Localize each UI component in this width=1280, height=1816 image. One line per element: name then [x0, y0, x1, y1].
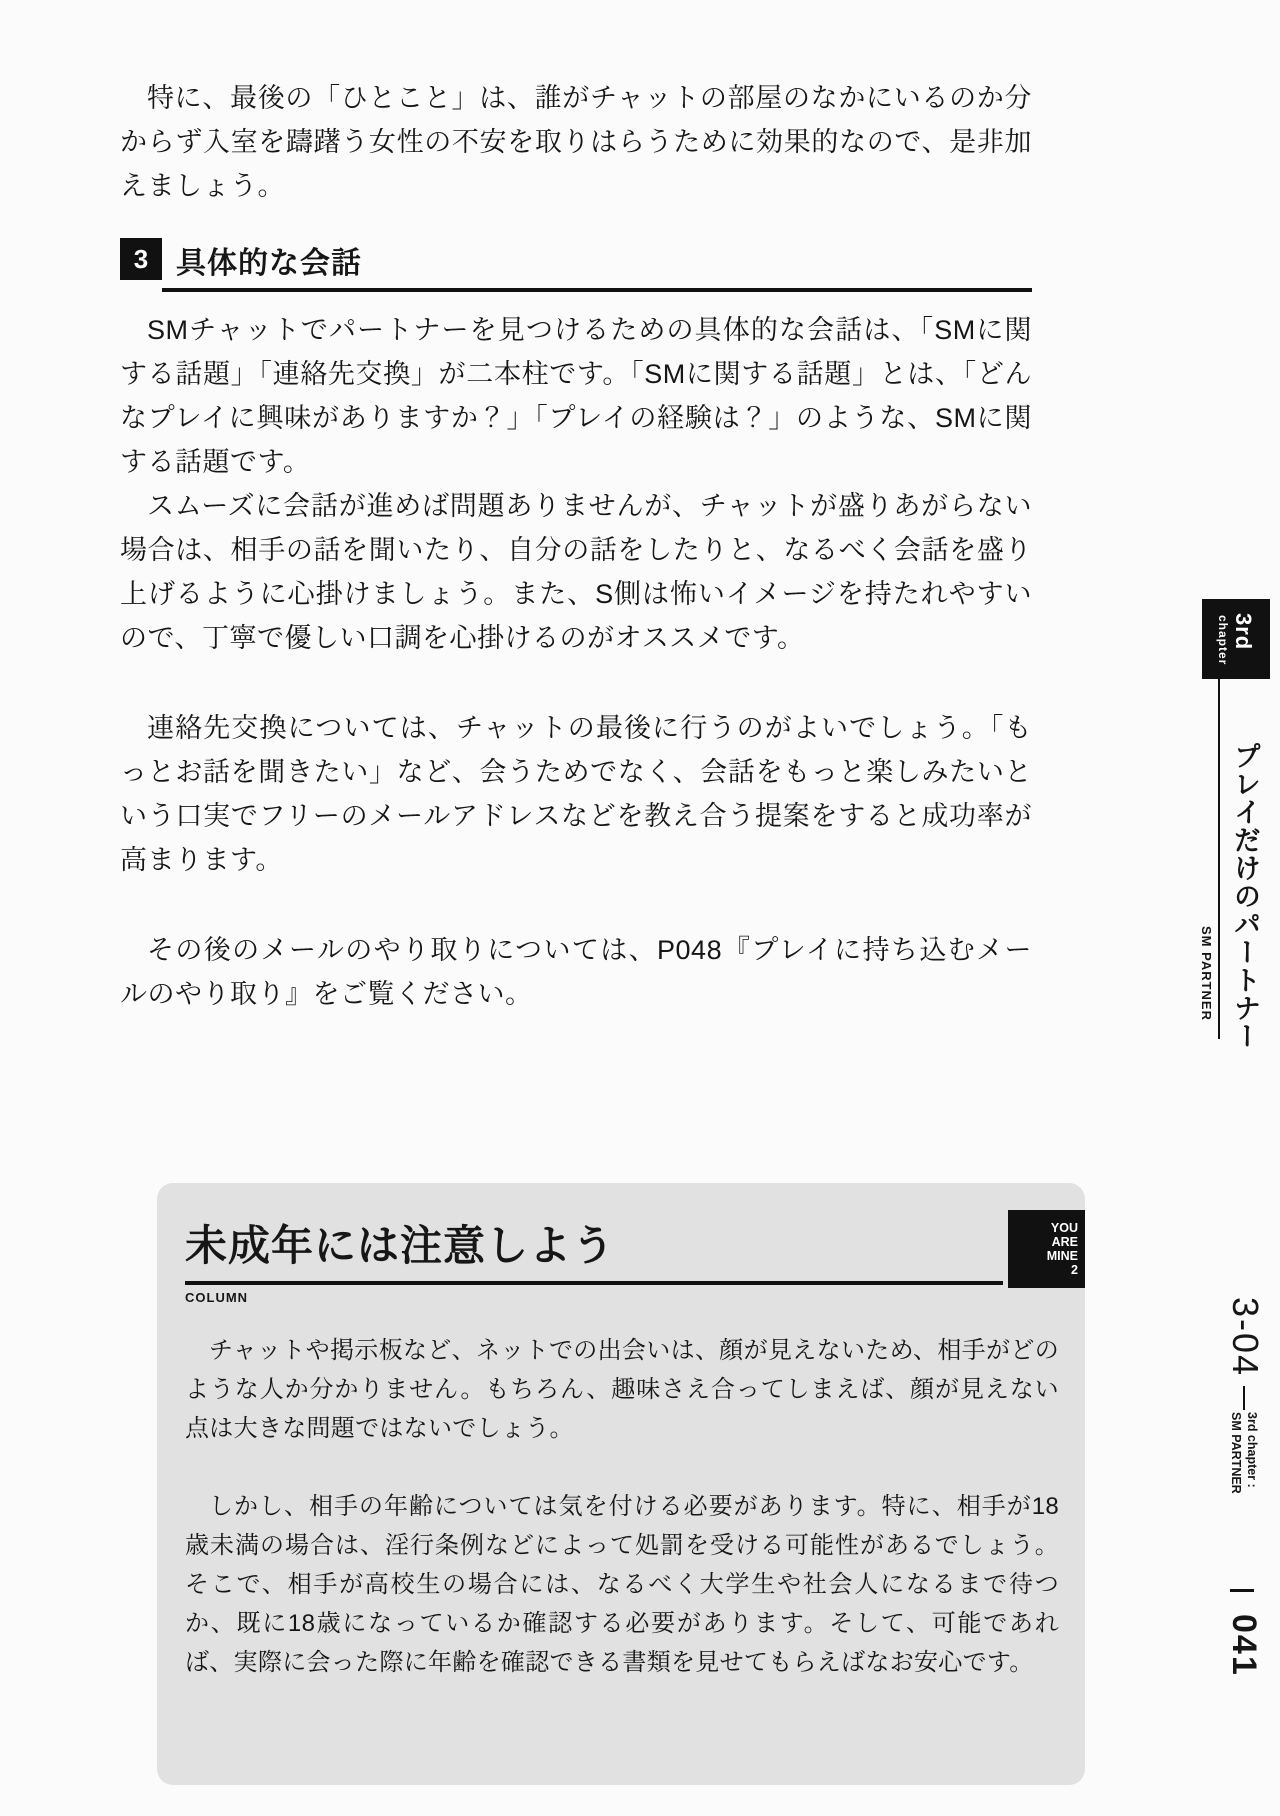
body-paragraph-4: その後のメールのやり取りについては、P048『プレイに持ち込むメールのやり取り』をご覧ください。	[120, 935, 1032, 1009]
sidebar-ref-line-2: SM PARTNER	[1229, 1412, 1243, 1494]
main-content	[120, 76, 1032, 1016]
sidebar-chapter-title: プレイだけのパートナー	[1230, 742, 1260, 1050]
sidebar-ref-divider	[1243, 1386, 1245, 1410]
page-number-dash	[1230, 1589, 1254, 1592]
column-box	[157, 1183, 1085, 1785]
column-body	[185, 1331, 1059, 1682]
badge-line-2: ARE	[1051, 1235, 1078, 1249]
section-heading	[120, 238, 1032, 292]
sidebar-chapter-subtitle: SM PARTNER	[1199, 926, 1214, 1021]
column-badge	[1008, 1210, 1085, 1288]
column-label: COLUMN	[185, 1290, 249, 1305]
section-number-badge: 3	[120, 238, 162, 280]
sidebar-rule	[1218, 679, 1220, 1039]
body-paragraph-1: SMチャットでパートナーを見つけるための具体的な会話は、「SMに関する話題」「連絡先交換」が二本柱です。「SMに関する話題」とは、「どんなプレイに興味がありますか？」「プレイの経験は？」のような、SMに関する話題です。	[120, 315, 1032, 477]
column-paragraph-2: しかし、相手の年齢については気を付ける必要があります。特に、相手が18歳未満の場合は、淫行条例などによって処罰を受ける可能性があるでしょう。そこで、相手が高校生の場合には、なるべく大学生や社会人になるまで待つか、既に18歳になっているか確認する必要があります。そして、可能であれば、実際に会った際に年齢を確認できる書類を見せてもらえばなお安心です。	[185, 1493, 1059, 1676]
badge-line-3: MINE	[1046, 1249, 1078, 1263]
column-paragraph-1: チャットや掲示板など、ネットでの出会いは、顔が見えないため、相手がどのような人か分かりません。もちろん、趣味さえ合ってしまえば、顔が見えない点は大きな問題ではないでしょう。	[185, 1337, 1059, 1442]
chapter-tab-label: chapter	[1216, 614, 1230, 666]
body-paragraph-2: スムーズに会話が進めば問題ありませんが、チャットが盛りあがらない場合は、相手の話を聞いたり、自分の話をしたりと、なるべく会話を盛り上げるように心掛けましょう。また、S側は怖いイメージを持たれやすいので、丁寧で優しい口調を心掛けるのがオススメです。	[120, 491, 1032, 653]
page-number: 041	[1225, 1614, 1263, 1677]
sidebar-section-code: 3-04	[1225, 1297, 1266, 1378]
column-inner	[157, 1183, 1085, 1785]
section-title-underline	[162, 238, 1032, 292]
badge-line-1: YOU	[1050, 1221, 1078, 1235]
section-title: 具体的な会話	[176, 247, 362, 280]
body-paragraph-3: 連絡先交換については、チャットの最後に行うのがよいでしょう。「もっとお話を聞きたい」など、会うためでなく、会話をもっと楽しみたいという口実でフリーのメールアドレスなどを教え合う提案をすると成功率が高まります。	[120, 713, 1032, 875]
badge-line-4: 2	[1071, 1263, 1078, 1277]
intro-paragraph: 特に、最後の「ひとこと」は、誰がチャットの部屋のなかにいるのか分からず入室を躊躇う女性の不安を取りはらうために効果的なので、是非加えましょう。	[120, 83, 1032, 201]
chapter-tab	[1202, 599, 1270, 679]
column-title-underline	[185, 1213, 1003, 1285]
sidebar-ref-text	[1228, 1412, 1260, 1494]
column-title: 未成年には注意しよう	[185, 1222, 616, 1269]
sidebar-ref-line-1: 3rd chapter :	[1245, 1412, 1259, 1488]
chapter-tab-number: 3rd	[1231, 612, 1256, 651]
